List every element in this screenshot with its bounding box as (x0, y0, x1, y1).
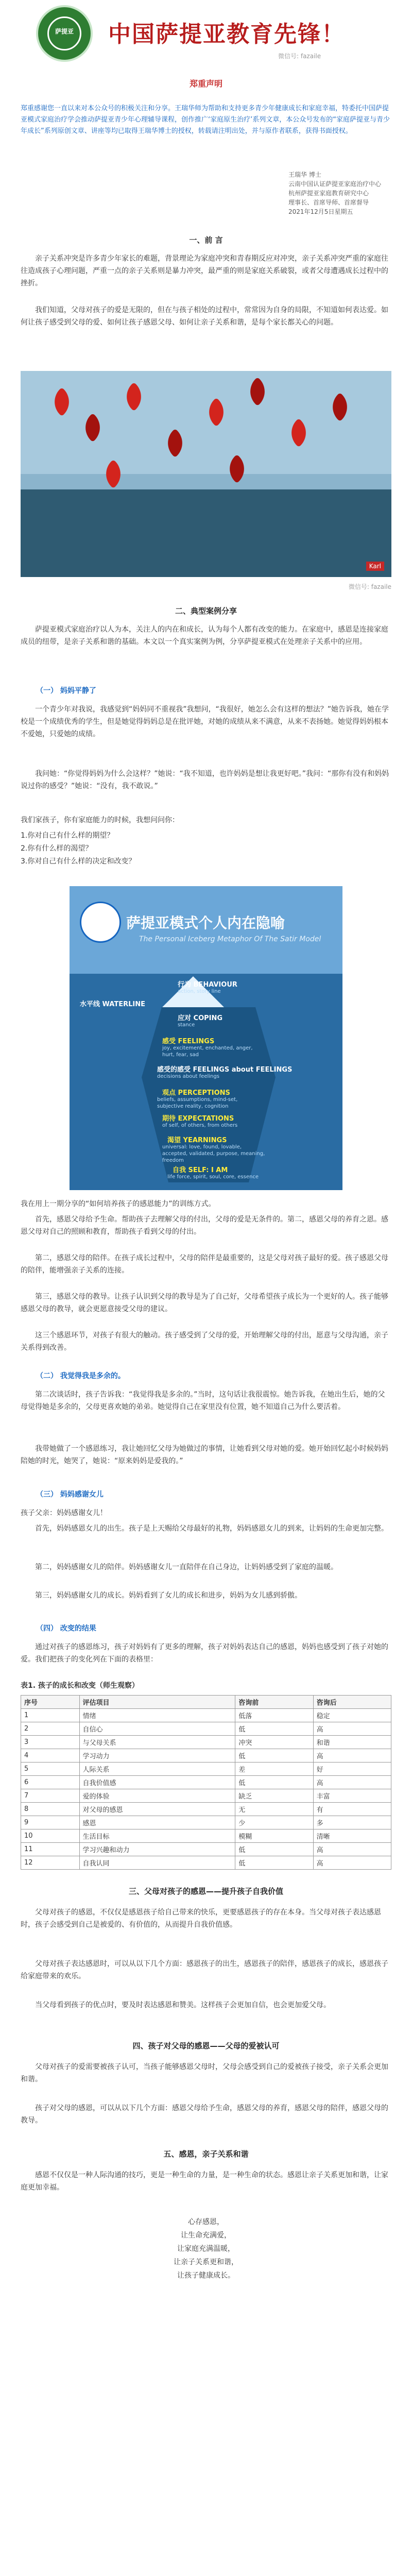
table-cell: 人际关系 (79, 1762, 235, 1776)
paragraph: 萨提亚模式家庭治疗以人为本，关注人的内在和成长，认为每个人都有改变的能力。在家庭中，感恩是连接家庭成员的纽带，是亲子关系和谐的基础。本文以一个真实案例为例，分享萨提亚模式在处理亲子关系中的应用。 (21, 625, 388, 646)
table-cell: 5 (21, 1762, 80, 1776)
table-row (21, 1816, 391, 1829)
table-row (21, 1749, 391, 1762)
table-row (21, 1762, 391, 1776)
table-cell: 感恩 (79, 1816, 235, 1829)
paragraph: 我带她做了一个感恩练习，我让她回忆父母为她做过的事情，让她看到父母对她的爱。她开始回忆起小时候妈妈陪她的时光，她哭了，她说：“原来妈妈是爱我的。” (21, 1445, 388, 1465)
table-cell: 低 (235, 1843, 313, 1856)
table-cell: 与父母关系 (79, 1736, 235, 1749)
photo-caption: 微信号: fazaile (348, 583, 391, 590)
table-cell: 10 (21, 1829, 80, 1843)
iceberg-diagram (70, 886, 342, 1190)
table-cell: 自我价值感 (79, 1776, 235, 1789)
iceberg-coping: 应对 COPING (178, 1014, 223, 1022)
iceberg-yearnings: 渴望 YEARNINGS (167, 1137, 227, 1144)
paragraph: 这三个感恩环节，对孩子有很大的触动。孩子感受到了父母的爱，开始理解父母的付出，愿意与父母沟通，亲子关系得到改善。 (21, 1331, 388, 1352)
table-cell: 2 (21, 1722, 80, 1736)
table-row (21, 1776, 391, 1789)
question-item: 2.你有什么样的渴望？ (21, 844, 93, 853)
table-cell: 9 (21, 1816, 80, 1829)
table-cell: 低 (235, 1749, 313, 1762)
table-cell: 高 (313, 1843, 391, 1856)
poem-line: 让亲子关系更和谐， (174, 2258, 238, 2266)
table-cell: 清晰 (313, 1829, 391, 1843)
paragraph: 第二次谈话时，孩子告诉我：“我觉得我是多余的。”当时，这句话让我很震惊。她告诉我，在她出生后，她的父母觉得她是多余的，父母更喜欢她的弟弟。她觉得自己在家里没有位置，她不知道自己为什么要活着。 (21, 1391, 385, 1411)
table-cell: 稳定 (313, 1709, 391, 1722)
paragraph: 孩子父亲：妈妈感谢女儿！ (21, 1509, 107, 1517)
subheading: （四） 改变的结果 (36, 1624, 96, 1633)
iceberg-feelings-about: 感受的感受 FEELINGS about FEELINGS (157, 1066, 293, 1074)
author-block (288, 170, 391, 216)
table-row (21, 1736, 391, 1749)
paragraph: 一个青少年对我说，我感觉到“妈妈同不重视我”我想问，“我很好，她怎么会有这样的想法？”她告诉我，她在学校是一个成绩优秀的学生，但是她觉得妈妈总是在批评她，对她的成绩从来不满意，从来不表扬她。她觉得妈妈根本不爱她，只爱她的成绩。 (21, 705, 389, 738)
paragraph: 亲子关系冲突是许多青少年家长的难题，背景理论为家庭冲突和青春期反应对冲突，亲子关系冲突严重的家庭往往造成孩子心理问题，严重一点的亲子关系则是暴力冲突，最严重的则是家庭关系破裂，或者父母遭遇成长过程中的挫折。 (21, 255, 388, 287)
header (0, 0, 412, 103)
paragraph: 第三，妈妈感谢女儿的成长。妈妈看到了女儿的成长和进步，妈妈为女儿感到骄傲。 (35, 1591, 302, 1600)
table-header: 评估项目 (79, 1696, 235, 1709)
iceberg-feelings-about-sub: decisions about feelings (157, 1074, 219, 1079)
question-item: 3.你对自己有什么样的决定和改变？ (21, 857, 136, 866)
table-row (21, 1843, 391, 1856)
iceberg-subtitle: The Personal Iceberg Metaphor Of The Satir Model (139, 935, 321, 943)
iceberg-self: 自我 SELF: I AM (173, 1166, 228, 1174)
table-cell: 低 (235, 1776, 313, 1789)
iceberg-expectations-sub: of self, of others, from others (162, 1123, 238, 1128)
iceberg-perceptions-sub: beliefs, assumptions, mind-set, subjective reality, cognition (157, 1097, 238, 1109)
table-cell: 爱的体验 (79, 1789, 235, 1803)
paragraph: 父母对孩子的感恩，不仅仅是感恩孩子给自己带来的快乐，更要感恩孩子的存在本身。当父母对孩子表达感恩时，孩子会感受到自己是被爱的、有价值的，从而提升自我价值感。 (21, 1908, 381, 1929)
iceberg-behaviour-sub: action, story line (178, 989, 221, 994)
table-cell: 7 (21, 1789, 80, 1803)
table-cell: 高 (313, 1776, 391, 1789)
table-cell: 6 (21, 1776, 80, 1789)
paragraph: 第二，感恩父母的陪伴。在孩子成长过程中，父母的陪伴是最重要的，这是父母对孩子最好的爱。孩子感恩父母的陪伴，能增强亲子关系的连接。 (21, 1254, 388, 1275)
table-row (21, 1803, 391, 1816)
table-row (21, 1829, 391, 1843)
table-body (21, 1709, 391, 1870)
table-header: 序号 (21, 1696, 80, 1709)
iceberg-logo (80, 902, 121, 943)
table-title: 表1. 孩子的成长和改变（师生观察） (21, 1682, 139, 1690)
iceberg-feelings-sub: joy, excitement, enchanted, anger, hurt, fear, sad (162, 1045, 253, 1058)
table-header-row (21, 1696, 391, 1709)
paragraph: 通过对孩子的感恩练习，孩子对妈妈有了更多的理解，孩子对妈妈表达自己的感恩，妈妈也感受到了孩子对她的爱。我们把孩子的变化列在下面的表格里： (21, 1643, 388, 1664)
iceberg-perceptions: 观点 PERCEPTIONS (162, 1089, 230, 1097)
paragraph: 我们知道，父母对孩子的爱是无限的，但在与孩子相处的过程中，常常因为自身的局限，不知道如何表达爱。如何让孩子感受到父母的爱、如何让孩子感恩父母、如何让亲子关系和谐，是每个家长都关心的问题。 (21, 306, 388, 327)
table-cell: 高 (313, 1722, 391, 1736)
paragraph: 首先，妈妈感恩女儿的出生。孩子是上天赐给父母最好的礼物，妈妈感恩女儿的到来，让妈妈的生命更加完整。 (35, 1524, 388, 1533)
table-row (21, 1856, 391, 1870)
table-cell: 无 (235, 1803, 313, 1816)
poem-line: 让孩子健康成长。 (177, 2272, 235, 2280)
table-row (21, 1709, 391, 1722)
table-header: 咨询前 (235, 1696, 313, 1709)
table-cell: 多 (313, 1816, 391, 1829)
table-cell: 11 (21, 1843, 80, 1856)
table-cell: 4 (21, 1749, 80, 1762)
table-cell: 低 (235, 1856, 313, 1870)
table-cell: 学习兴趣和动力 (79, 1843, 235, 1856)
poem (0, 2215, 412, 2282)
table-cell: 低 (235, 1722, 313, 1736)
maple-photo (21, 371, 391, 577)
iceberg-feelings: 感受 FEELINGS (162, 1038, 215, 1045)
author-line: 杭州萨提亚家庭教育研究中心 (288, 190, 369, 197)
author-line: 云南中国认证萨提亚家庭治疗中心 (288, 180, 382, 188)
paragraph: 当父母看到孩子的优点时，要及时表达感恩和赞美。这样孩子会更加自信，也会更加爱父母。 (35, 2001, 331, 2009)
table-cell: 3 (21, 1736, 80, 1749)
question-item: 1.你对自己有什么样的期望？ (21, 832, 114, 840)
table-cell: 低落 (235, 1709, 313, 1722)
table-row (21, 1789, 391, 1803)
paragraph: 我问她：“你觉得妈妈为什么会这样？”她说：“我不知道，也许妈妈是想让我更好吧。”我问：“那你有没有和妈妈说过你的感受？”她说：“没有，我不敢说。” (21, 770, 389, 790)
subheading: （三） 妈妈感谢女儿 (36, 1490, 104, 1499)
iceberg-waterline: 水平线 WATERLINE (80, 1001, 145, 1008)
table-cell: 模糊 (235, 1829, 313, 1843)
section-heading: 五、感恩，亲子关系和谐 (163, 2149, 249, 2159)
table-cell: 对父母的感恩 (79, 1803, 235, 1816)
table-cell: 情绪 (79, 1709, 235, 1722)
iceberg-behaviour: 行为 BEHAVIOUR (178, 981, 237, 989)
table-cell: 自我认同 (79, 1856, 235, 1870)
subheading: （二） 我觉得我是多余的。 (36, 1372, 125, 1380)
section-heading: 四、孩子对父母的感恩——父母的爱被认可 (132, 2041, 280, 2050)
wechat-id: 微信号: fazaile (278, 53, 321, 60)
photo-water (21, 489, 391, 577)
table-cell: 12 (21, 1856, 80, 1870)
iceberg-self-sub: life force, spirit, soul, core, essence (167, 1174, 259, 1180)
table-cell: 丰富 (313, 1789, 391, 1803)
paragraph: 我在用上一期分享的“如何培养孩子的感恩能力”的训练方式。 (21, 1200, 216, 1208)
author-line: 2021年12月5日星期五 (288, 208, 353, 215)
section-heading: 三、父母对孩子的感恩——提升孩子自我价值 (128, 1887, 283, 1896)
table-cell: 有 (313, 1803, 391, 1816)
table-cell: 差 (235, 1762, 313, 1776)
table-cell: 高 (313, 1856, 391, 1870)
poem-line: 让生命充满爱， (181, 2231, 231, 2240)
iceberg-title: 萨提亚模式个人内在隐喻 (126, 914, 285, 931)
photo-label: Karl (366, 562, 384, 571)
iceberg-coping-sub: stance (178, 1022, 195, 1028)
intro-text: 郑重感谢您一直以来对本公众号的积极关注和分享。王瑞华师为帮助和支持更多青少年健康成长和家庭幸福，特委托中国萨提亚模式家庭治疗学会推动萨提亚青少年心理辅导课程，创作推广‘家庭原生治疗’系列文章，本公众号发布的“家庭萨提亚与青少年成长”系列原创文章、讲座等均已取得王瑞华博士的授权，转载请注明出处，并与原作者联系，获得书面授权。 (21, 105, 390, 135)
logo (36, 5, 93, 62)
table-cell: 学习动力 (79, 1749, 235, 1762)
iceberg-yearnings-sub: universal: love, found, lovable, accepted, validated, purpose, meaning, freedom (162, 1144, 265, 1163)
section-heading: 一、前 言 (189, 235, 223, 245)
table-cell: 冲突 (235, 1736, 313, 1749)
table-cell: 8 (21, 1803, 80, 1816)
table-cell: 生活目标 (79, 1829, 235, 1843)
iceberg-expectations: 期待 EXPECTATIONS (162, 1115, 234, 1123)
paragraph: 我们家孩子，你有家庭能力的时候，我想问问你： (21, 816, 179, 824)
declaration-heading: 郑重声明 (189, 79, 222, 89)
paragraph: 父母对孩子表达感恩时，可以从以下几个方面：感恩孩子的出生，感恩孩子的陪伴，感恩孩子的成长，感恩孩子给家庭带来的欢乐。 (21, 1960, 388, 1980)
table-cell: 高 (313, 1749, 391, 1762)
table-cell: 自信心 (79, 1722, 235, 1736)
poem-line: 让家庭充满温暖， (177, 2245, 235, 2253)
table-cell: 和谐 (313, 1736, 391, 1749)
photo-sky (21, 371, 391, 474)
progress-table (21, 1695, 391, 1870)
table-header: 咨询后 (313, 1696, 391, 1709)
table-cell: 少 (235, 1816, 313, 1829)
table-cell: 1 (21, 1709, 80, 1722)
paragraph: 第三，感恩父母的教导。让孩子认识到父母的教导是为了自己好，父母希望孩子成长为一个更好的人。孩子能够感恩父母的教导，就会更愿意接受父母的建议。 (21, 1293, 388, 1313)
section-heading: 二、典型案例分享 (175, 606, 237, 616)
poem-line: 心存感恩， (188, 2218, 224, 2226)
paragraph: 感恩不仅仅是一种人际沟通的技巧，更是一种生命的力量，是一种生命的状态。感恩让亲子关系更加和谐，让家庭更加幸福。 (21, 2171, 388, 2192)
site-title: 中国萨提亚教育先锋！ (108, 21, 345, 47)
paragraph: 第二，妈妈感谢女儿的陪伴。妈妈感谢女儿一直陪伴在自己身边，让妈妈感受到了家庭的温暖。 (35, 1563, 338, 1571)
author-line: 理事长、首席导师、首席督导 (288, 199, 369, 206)
logo-text: 萨提亚 (55, 28, 74, 35)
paragraph: 孩子对父母的感恩，可以从以下几个方面：感恩父母给予生命，感恩父母的养育，感恩父母的陪伴，感恩父母的教导。 (21, 2104, 388, 2125)
table-cell: 缺乏 (235, 1789, 313, 1803)
table-cell: 好 (313, 1762, 391, 1776)
subheading: （一） 妈妈平静了 (36, 687, 96, 695)
author-line: 王瑞华 博士 (288, 171, 321, 178)
table-row (21, 1722, 391, 1736)
paragraph: 父母对孩子的爱需要被孩子认可，当孩子能够感恩父母时，父母会感受到自己的爱被孩子接受，亲子关系会更加和谐。 (21, 2063, 388, 2083)
paragraph: 首先，感恩父母给予生命。帮助孩子去理解父母的付出，父母的爱是无条件的。第二，感恩父母的养育之恩。感恩父母对自己的照顾和教育，帮助孩子看到父母的付出。 (21, 1215, 388, 1236)
